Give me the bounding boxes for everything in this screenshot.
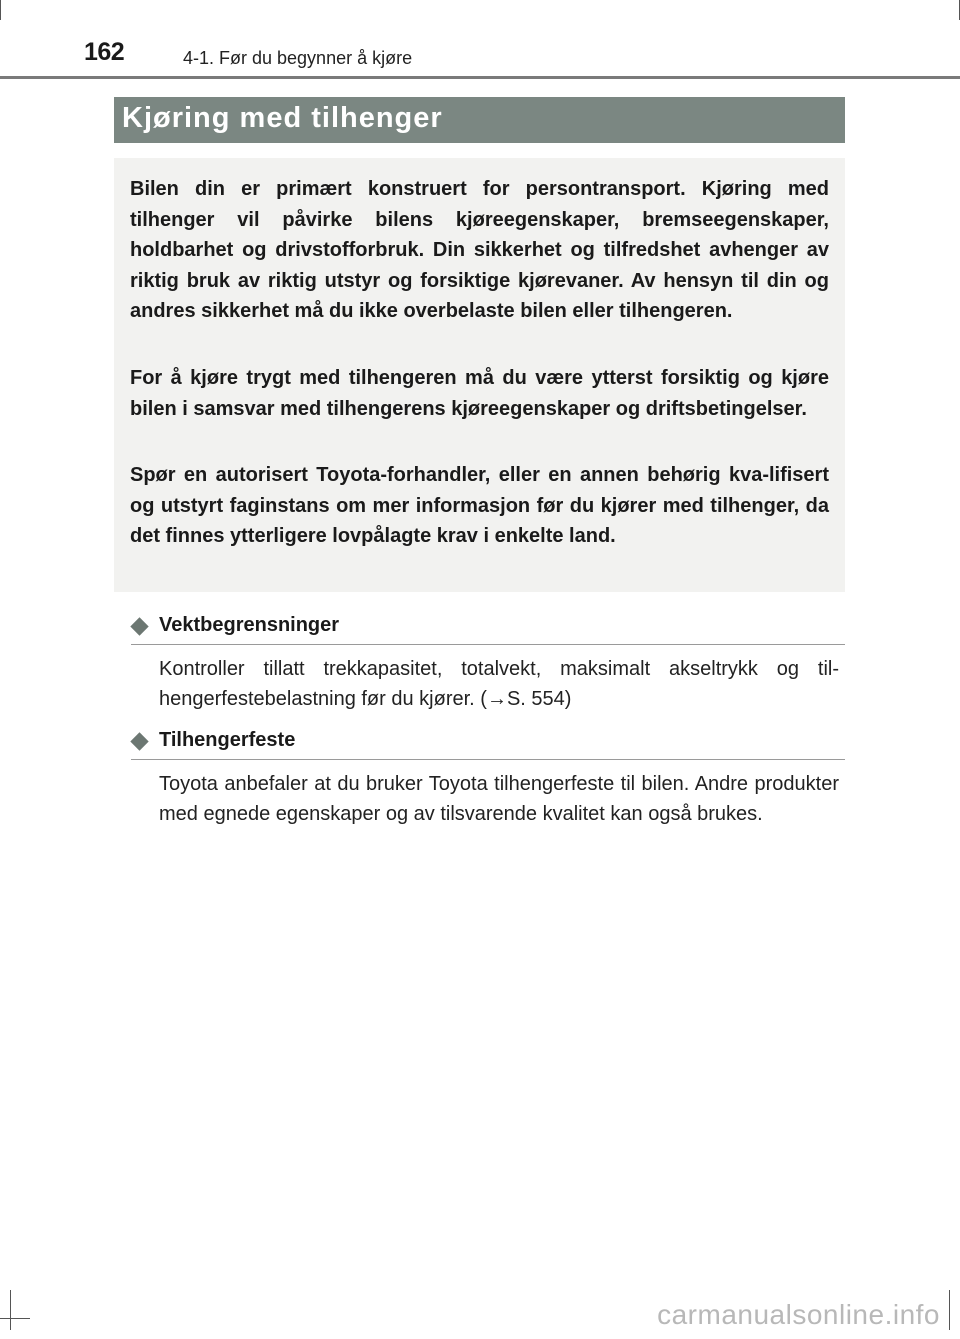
header-rule (0, 76, 960, 79)
section-title: Tilhengerfeste (159, 729, 296, 751)
page-number: 162 (84, 38, 125, 66)
intro-paragraph: Bilen din er primært konstruert for persontransport. Kjøring med tilhenger vil påvirke bilens kjøreegenskaper, bremseegenskaper, holdbarhet og drivstofforbruk. Din sikkerhet og tilfredshet avhenger av riktig bruk av riktig utstyr og forsiktige kjørevaner. Av hensyn til din og andres sikkerhet må du ikke overbelaste bilen eller tilhengeren. (130, 178, 829, 322)
section-heading-tilhengerfeste (131, 729, 845, 760)
section-title: Vektbegrensninger (159, 614, 340, 636)
diamond-bullet-icon (130, 617, 148, 635)
header-section-title: 4-1. Før du begynner å kjøre (183, 48, 413, 68)
crop-mark (10, 1290, 11, 1330)
crop-mark (949, 1290, 950, 1330)
crop-mark (0, 0, 1, 20)
section-body-text: Kontroller tillatt trekkapasitet, totalvekt, maksimalt akseltrykk og til-hengerfestebelastning før du kjører. (→S. 554) (159, 658, 839, 710)
diamond-bullet-icon (130, 732, 148, 750)
watermark: carmanualsonline.info (657, 1299, 940, 1330)
page-title: Kjøring med tilhenger (122, 102, 443, 134)
section-heading-vektbegrensninger (131, 614, 845, 645)
intro-box (114, 158, 845, 592)
crop-mark (0, 1318, 30, 1319)
intro-paragraph: Spør en autorisert Toyota-forhandler, eller en annen behørig kva-lifisert og utstyrt faginstans om mer informasjon før du kjører med tilhenger, da det finnes ytterligere lovpålagte krav i enkelte land. (130, 464, 829, 547)
page-title-bar (114, 97, 845, 143)
section-body-text: Toyota anbefaler at du bruker Toyota tilhengerfeste til bilen. Andre produkter med egnede egenskaper og av tilsvarende kvalitet kan også brukes. (159, 773, 839, 825)
intro-paragraph: For å kjøre trygt med tilhengeren må du være ytterst forsiktig og kjøre bilen i samsvar med tilhengerens kjøreegenskaper og driftsbetingelser. (130, 367, 829, 420)
